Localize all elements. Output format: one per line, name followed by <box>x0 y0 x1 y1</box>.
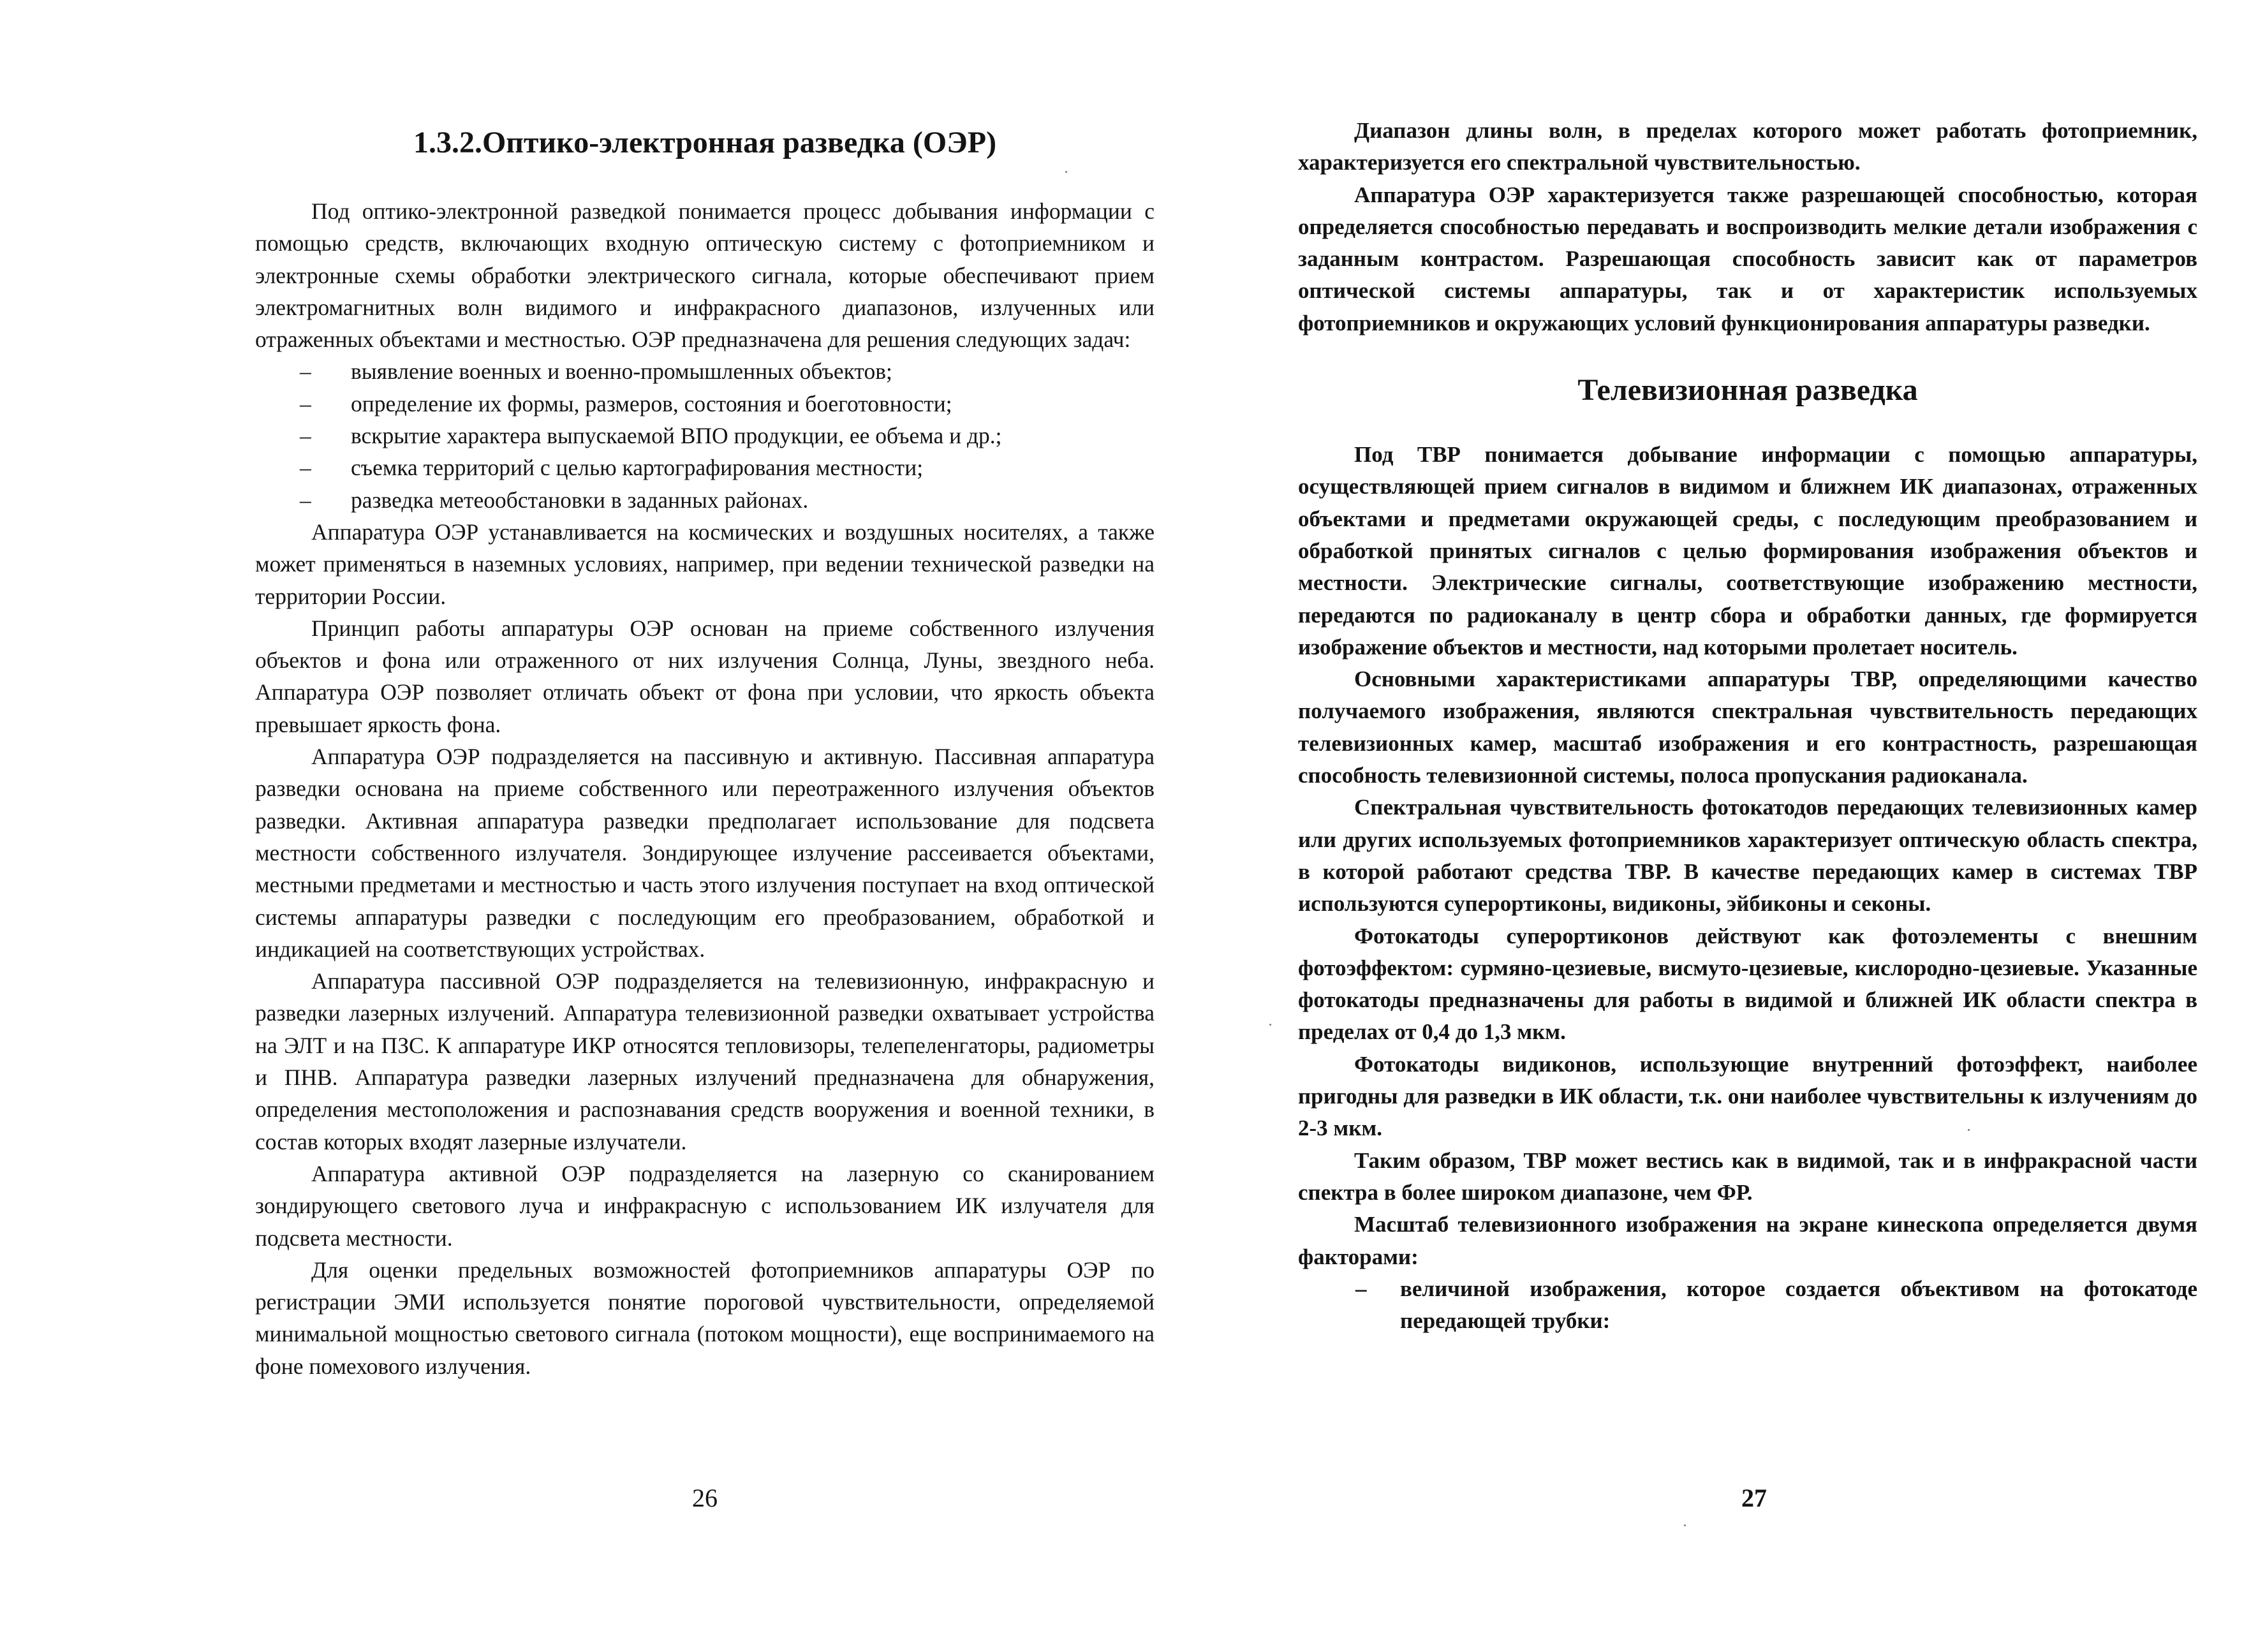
paragraph: Основными характеристиками аппаратуры ТВР, определяющими качество получаемого изображения, являются спектральная чувствительность передающих телевизионных камер, масштаб изображения и его контрастность, разрешающая способность телевизионной системы, полоса пропускания радиоканала. <box>1298 667 2197 788</box>
tasks-list <box>255 355 1155 515</box>
paragraph: Спектральная чувствительность фотокатодов передающих телевизионных камер или других используемых фотоприемников характеризует оптическую область спектра, в которой работают средства ТВР. В качестве передающих камер в системах ТВР используются суперортиконы, видиконы, эйбиконы и секоны. <box>1298 795 2197 917</box>
paragraph: Масштаб телевизионного изображения на экране кинескопа определяется двумя факторами: <box>1298 1212 2197 1269</box>
paragraph: Диапазон длины волн, в пределах которого может работать фотоприемник, характеризуется его спектральной чувствительностью. <box>1298 118 2197 175</box>
section-heading-tvr: Телевизионная разведка <box>1577 373 1918 408</box>
paragraph: Таким образом, ТВР может вестись как в видимой, так и в инфракрасной части спектра в более широком диапазоне, чем ФР. <box>1298 1147 2197 1205</box>
paragraph: Фотокатоды видиконов, использующие внутренний фотоэффект, наиболее пригодны для разведки в ИК области, т.к. они наиболее чувствительны к излучениям до 2-3 мкм. <box>1298 1051 2197 1141</box>
scan-speck <box>1269 1024 1271 1026</box>
list-item <box>255 420 1155 452</box>
paragraph: Аппаратура активной ОЭР подразделяется на лазерную со сканированием зондирующего светового луча и инфракрасную с использованием ИК излучателя для подсвета местности. <box>255 1160 1155 1251</box>
list-item <box>255 388 1155 420</box>
paragraph: Аппаратура пассивной ОЭР подразделяется на телевизионную, инфракрасную и разведки лазерных излучений. Аппаратура телевизионной разведки охватывает устройства на ЭЛТ и на ПЗС. К аппаратуре ИКР относятся тепловизоры, телепеленгаторы, радиометры и ПНВ. Аппаратура разведки лазерных излучений предназначена для обнаружения, определения местоположения и распознавания средств вооружения и военной техники, в состав которых входят лазерные излучатели. <box>255 968 1155 1154</box>
list-dash: – <box>300 423 311 449</box>
left-text-column <box>255 115 1155 1382</box>
paragraph: Аппаратура ОЭР характеризуется также разрешающей способностью, которая определяется способностью передавать и воспроизводить мелкие детали изображения с заданным контрастом. Разрешающая способность зависит как от параметров оптической системы аппаратуры, так и от характеристик используемых фотоприемников и окружающих условий функционирования аппаратуры разведки. <box>1298 182 2197 336</box>
list-item-text: разведка метеообстановки в заданных районах. <box>351 487 809 513</box>
factors-list <box>1298 1273 2197 1338</box>
paragraph: Принцип работы аппаратуры ОЭР основан на приеме собственного излучения объектов и фона или отраженного от них излучения Солнца, Луны, звездного неба. Аппаратура ОЭР позволяет отличать объект от фона при условии, что яркость объекта превышает яркость фона. <box>255 615 1155 737</box>
paragraph: Аппаратура ОЭР подразделяется на пассивную и активную. Пассивная аппаратура разведки основана на приеме собственного или переотраженного излучения объектов разведки. Активная аппаратура разведки предполагает использование для подсвета местности собственного излучателя. Зондирующее излучение рассеивается объектами, местными предметами и местностью и часть этого излучения поступает на вход оптической системы аппаратуры разведки с последующим его преобразованием, обработкой и индикацией на соответствующих устройствах. <box>255 744 1155 962</box>
paragraph: Для оценки предельных возможностей фотоприемников аппаратуры ОЭР по регистрации ЭМИ используется понятие пороговой чувствительности, определяемой минимальной мощностью светового сигнала (потоком мощности), еще воспринимаемого на фоне помехового излучения. <box>255 1257 1155 1379</box>
section-heading-oer: 1.3.2.Оптико-электронная разведка (ОЭР) <box>413 126 997 159</box>
list-item <box>1298 1273 2197 1338</box>
right-text-column <box>1298 115 2197 1337</box>
right-page <box>1129 0 2258 1652</box>
list-dash: – <box>300 487 311 513</box>
list-item-text: выявление военных и военно-промышленных объектов; <box>351 358 892 385</box>
list-item-text: величиной изображения, которое создается объективом на фотокатоде передающей трубки: <box>1400 1276 2197 1334</box>
list-item-text: вскрытие характера выпускаемой ВПО продукции, ее объема и др.; <box>351 423 1002 449</box>
scan-speck <box>1684 1524 1686 1526</box>
list-dash: – <box>300 455 311 481</box>
list-item <box>255 452 1155 483</box>
list-dash: – <box>300 358 311 385</box>
list-item <box>255 484 1155 516</box>
scan-speck <box>1968 1129 1970 1131</box>
paragraph: Фотокатоды суперортиконов действуют как фотоэлементы с внешним фотоэффектом: сурмяно-цезиевые, висмуто-цезиевые, кислородно-цезиевые. Указанные фотокатоды предназначены для работы в видимой и ближней ИК области спектра в пределах от 0,4 до 1,3 мкм. <box>1298 923 2197 1045</box>
page-number-left: 26 <box>692 1484 718 1512</box>
paragraph: Под ТВР понимается добывание информации с помощью аппаратуры, осуществляющей прием сигналов в видимом и ближнем ИК диапазонах, отраженных объектами и предметами окружающей среды, с последующим преобразованием и обработкой принятых сигналов с целью формирования изображения объектов и местности. Электрические сигналы, соответствующие изображению местности, передаются по радиоканалу в центр сбора и обработки данных, где формируется изображение объектов и местности, над которыми пролетает носитель. <box>1298 442 2197 660</box>
paragraph: Аппаратура ОЭР устанавливается на космических и воздушных носителях, а также может применяться в наземных условиях, например, при ведении технической разведки на территории России. <box>255 519 1155 609</box>
paragraph: Под оптико-электронной разведкой понимается процесс добывания информации с помощью средств, включающих входную оптическую систему с фотоприемником и электронные схемы обработки электрического сигнала, которые обеспечивают прием электромагнитных волн видимого и инфракрасного диапазонов, излученных или отраженных объектами и местностью. ОЭР предназначена для решения следующих задач: <box>255 198 1155 353</box>
list-item <box>255 355 1155 387</box>
list-dash: – <box>1355 1276 1367 1301</box>
page-number-right: 27 <box>1741 1484 1767 1512</box>
list-item-text: определение их формы, размеров, состояния и боеготовности; <box>351 390 952 417</box>
list-dash: – <box>300 390 311 417</box>
list-item-text: съемка территорий с целью картографирования местности; <box>351 455 924 481</box>
scan-speck <box>1065 171 1067 173</box>
